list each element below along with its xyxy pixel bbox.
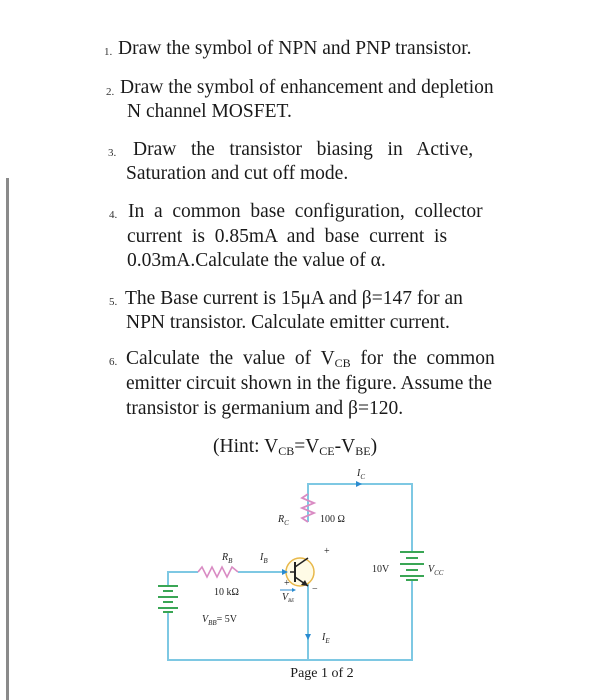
question-number: 1. xyxy=(104,46,113,58)
collector-current-label: $I_C$ xyxy=(357,468,366,481)
page-margin-bar xyxy=(6,178,9,700)
collector-current-arrow xyxy=(356,481,362,487)
base-current-label: $I_B$ xyxy=(260,552,268,565)
vcc-label: $V_{CC}$ xyxy=(428,564,444,577)
vbb-label: $V_{BB}= 5V$ xyxy=(202,614,238,627)
rb-value: 10 kΩ xyxy=(214,587,239,598)
question-text: Calculate the value of $V_{CB}$ for the common xyxy=(126,348,495,370)
question-text: In a common base configuration, collector xyxy=(128,201,483,222)
vbe-label: $V_{BE}$ xyxy=(282,592,295,604)
hint-formula: (Hint: $V_{CB}=V_{CE}-V_{BE}$) xyxy=(213,436,378,458)
rc-label: $R_C$ xyxy=(278,514,289,527)
question-text: Saturation and cut off mode. xyxy=(126,163,349,184)
question-text: emitter circuit shown in the figure. Assume the xyxy=(126,373,493,394)
base-resistor xyxy=(198,567,238,577)
question-text: current is 0.85mA and base current is xyxy=(127,226,448,247)
transistor-symbol xyxy=(286,558,314,586)
page-number: Page 1 of 2 xyxy=(290,666,354,681)
question-text: Draw the symbol of NPN and PNP transistor. xyxy=(118,38,472,59)
vce-minus: − xyxy=(312,584,318,595)
collector-plus: + xyxy=(324,546,330,557)
question-text: 0.03mA.Calculate the value of α. xyxy=(127,250,386,271)
vcc-battery xyxy=(400,552,424,580)
question-text: The Base current is 15μA and β=147 for an xyxy=(125,288,463,309)
question-number: 2. xyxy=(106,86,115,98)
question-number: 3. xyxy=(108,147,117,159)
question-text: NPN transistor. Calculate emitter current. xyxy=(126,312,450,333)
rb-label: $R_B$ xyxy=(222,552,233,565)
emitter-current-arrow xyxy=(305,634,311,640)
question-number: 5. xyxy=(109,296,118,308)
vcc-value: 10V xyxy=(372,564,390,575)
question-text: N channel MOSFET. xyxy=(127,101,292,122)
question-number: 4. xyxy=(109,209,118,221)
question-text: Draw the transistor biasing in Active, xyxy=(133,139,474,160)
question-number: 6. xyxy=(109,356,118,368)
vbb-battery xyxy=(158,586,178,612)
question-text: Draw the symbol of enhancement and depletion xyxy=(120,77,494,98)
rc-value: 100 Ω xyxy=(320,514,345,525)
vbe-plus: + xyxy=(284,578,290,589)
circuit-diagram xyxy=(150,460,450,675)
emitter-current-label: $I_E$ xyxy=(322,632,330,645)
question-text: transistor is germanium and β=120. xyxy=(126,398,404,419)
